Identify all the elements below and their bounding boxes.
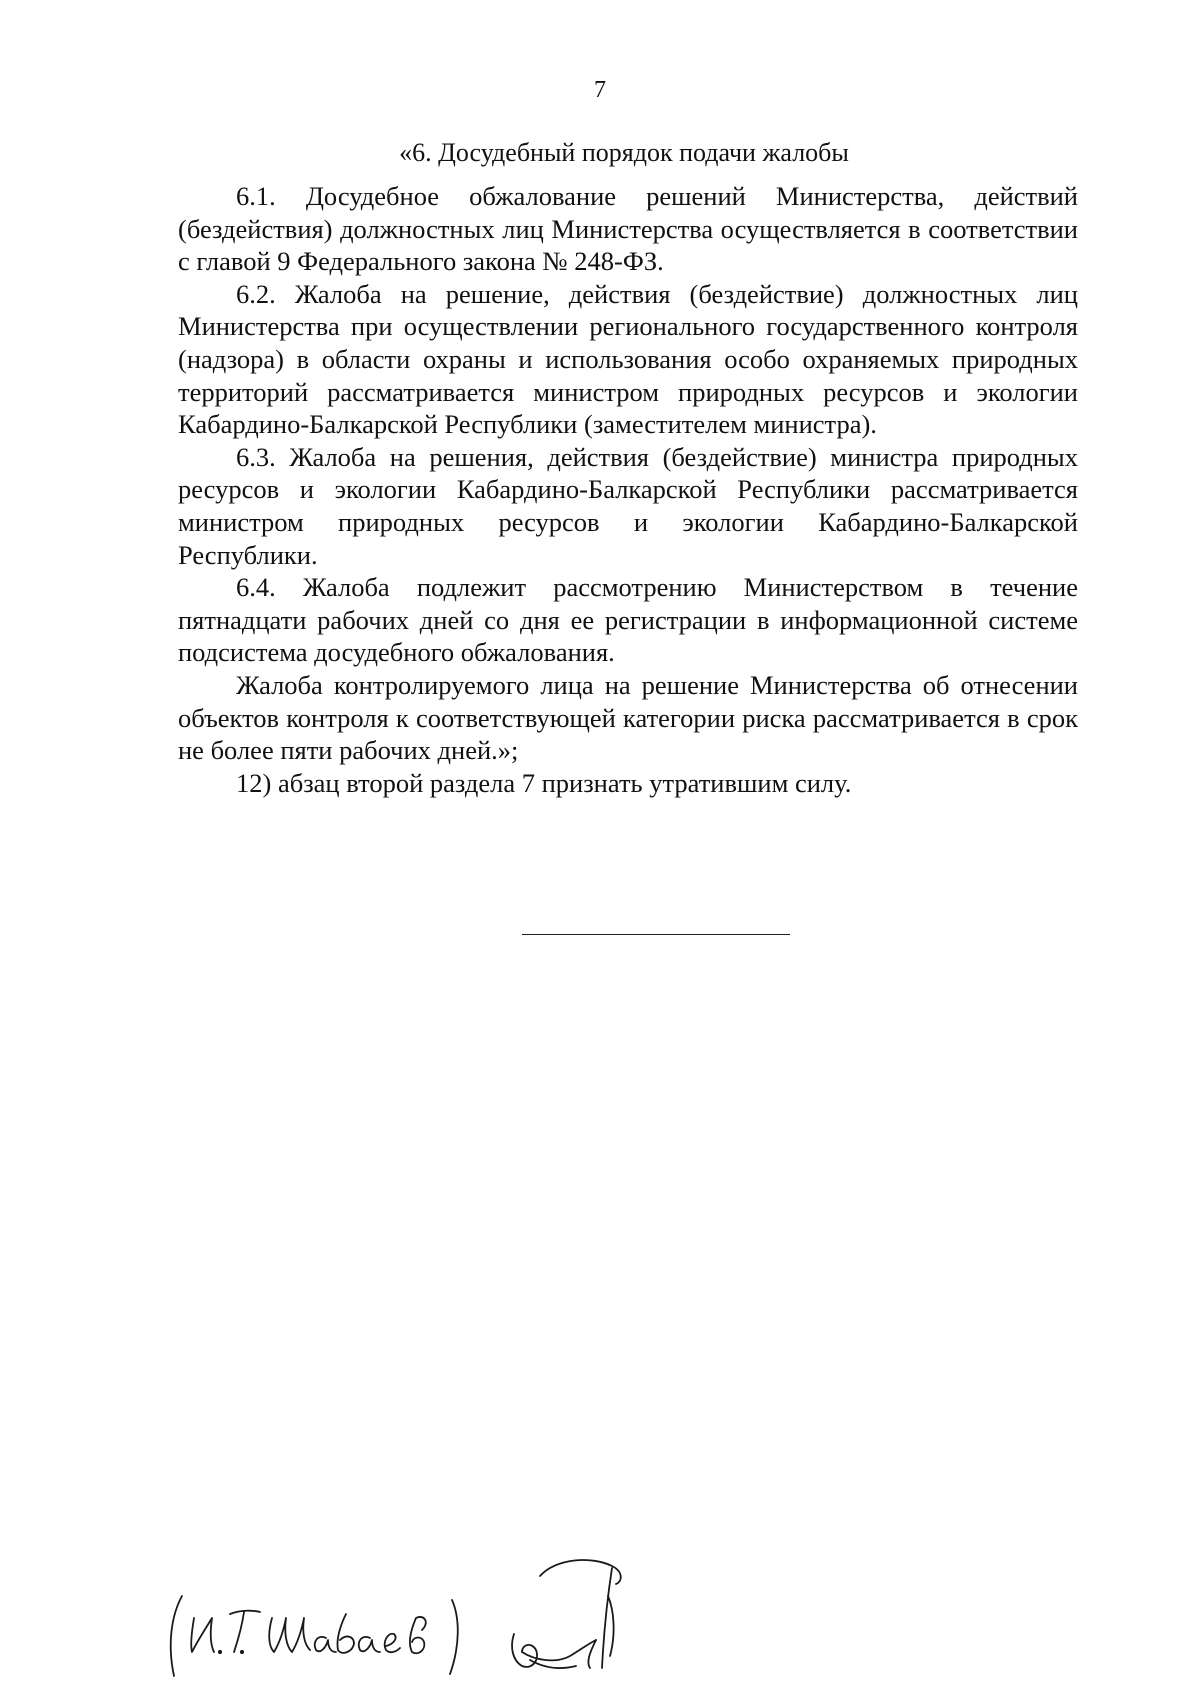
page-number: 7 <box>594 77 606 103</box>
paragraph-complaint-risk-category: Жалоба контролируемого лица на решение Министерства об отнесении объектов контроля к соответствующей категории риска рассматривается в срок не более пяти рабочих дней.»; <box>178 669 1078 766</box>
paragraph-6-4: 6.4. Жалоба подлежит рассмотрению Министерством в течение пятнадцати рабочих дней со дня ее регистрации в информационной системе подсистема досудебного обжалования. <box>178 572 1078 668</box>
document-body <box>178 180 1078 799</box>
paragraph-6-1: 6.1. Досудебное обжалование решений Министерства, действий (бездействия) должностных лиц Министерства осуществляется в соответствии с главой 9 Федерального закона № 248-ФЗ. <box>178 181 1078 277</box>
section-heading: «6. Досудебный порядок подачи жалобы <box>399 138 849 167</box>
handwritten-name-signature <box>160 1548 490 1688</box>
end-separator-line <box>522 934 790 935</box>
paragraph-6-2: 6.2. Жалоба на решение, действия (бездействие) должностных лиц Министерства при осуществлении регионального государственного контроля (надзора) в области охраны и использования особо охраняемых природных территорий рассматривается министром природных ресурсов и экологии Кабардино-Балкарской Республики (заместителем министра). <box>178 278 1078 440</box>
paragraph-6-3: 6.3. Жалоба на решения, действия (бездействие) министра природных ресурсов и экологии Кабардино-Балкарской Республики рассматривается министром природных ресурсов и экологии Кабардино-Балкарской Республики. <box>178 441 1078 570</box>
paragraph-12: 12) абзац второй раздела 7 признать утратившим силу. <box>236 767 852 798</box>
signature-block <box>160 1548 720 1688</box>
official-signature <box>500 1548 660 1688</box>
